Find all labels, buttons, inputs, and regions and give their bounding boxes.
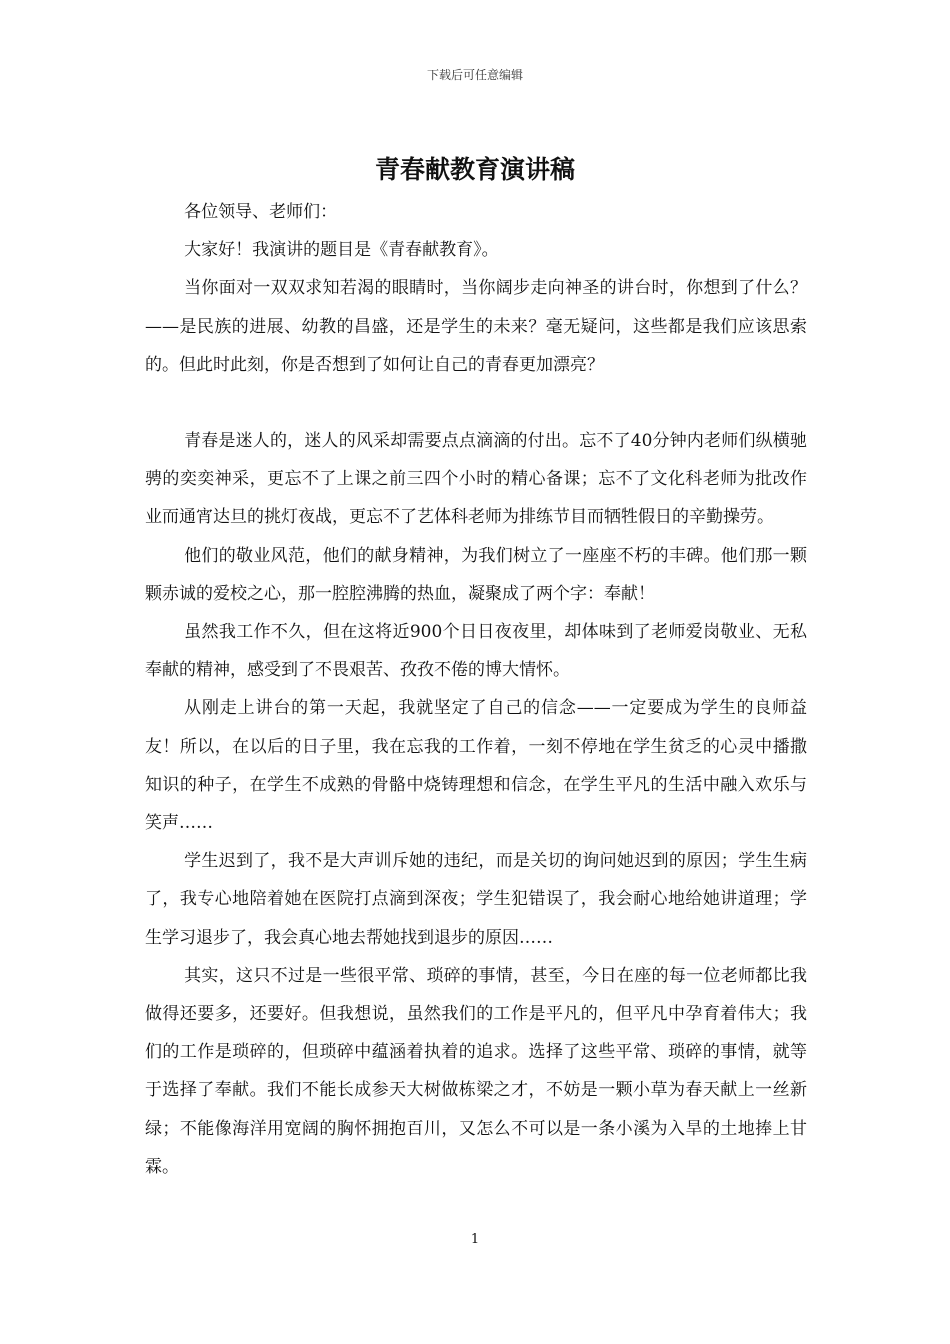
reflection-paragraph: 其实，这只不过是一些很平常、琐碎的事情，甚至，今日在座的每一位老师都比我做得还要多，还要好。但我想说，虽然我们的工作是平凡的，但平凡中孕育着伟大；我们的工作是琐碎的，但琐碎中蕴涵着执着的追求。选择了这些平常、琐碎的事情，就等于选择了奉献。我们不能长成参天大树做栋梁之才，不妨是一颗小草为春天献上一丝新绿；不能像海洋用宽阔的胸怀拥抱百川，又怎么不可以是一条小溪为入旱的土地捧上甘霖。 (145, 965, 807, 1177)
belief-paragraph: 从刚走上讲台的第一天起，我就坚定了自己的信念——一定要成为学生的良师益友！所以，在以后的日子里，我在忘我的工作着，一刻不停地在学生贫乏的心灵中播撒知识的种子，在学生不成熟的骨骼中烧铸理想和信念，在学生平凡的生活中融入欢乐与笑声…… (145, 698, 807, 834)
experience-paragraph: 虽然我工作不久，但在这将近900个日日夜夜里，却体味到了老师爱岗敬业、无私奉献的精神，感受到了不畏艰苦、孜孜不倦的博大情怀。 (145, 622, 807, 681)
salutation: 各位领导、老师们： (184, 202, 338, 222)
youth-paragraph: 青春是迷人的，迷人的风采却需要点点滴滴的付出。忘不了40分钟内老师们纵横驰骋的奕奕神采，更忘不了上课之前三四个小时的精心备课；忘不了文化科老师为批改作业而通宵达旦的挑灯夜战，更忘不了艺体科老师为排练节目而牺牲假日的辛勤操劳。 (145, 431, 807, 528)
document-title: 青春献教育演讲稿 (374, 155, 575, 184)
dedication-paragraph: 他们的敬业风范，他们的献身精神，为我们树立了一座座不朽的丰碑。他们那一颗颗赤诚的爱校之心，那一腔腔沸腾的热血，凝聚成了两个字：奉献！ (145, 545, 807, 604)
paragraph-gap (145, 384, 807, 422)
greeting-paragraph: 大家好！我演讲的题目是《青春献教育》。 (184, 240, 499, 261)
care-paragraph: 学生迟到了，我不是大声训斥她的违纪，而是关切的询问她迟到的原因；学生生病了，我专心地陪着她在医院打点滴到深夜；学生犯错误了，我会耐心地给她讲道理；学生学习退步了，我会真心地去帮她找到退步的原因…… (145, 851, 807, 948)
speech-body (145, 193, 807, 1186)
intro-paragraph: 当你面对一双双求知若渴的眼睛时，当你阔步走向神圣的讲台时，你想到了什么？——是民族的进展、幼教的昌盛，还是学生的未来？毫无疑问，这些都是我们应该思索的。但此时此刻，你是否想到了如何让自己的青春更加漂亮？ (145, 278, 807, 375)
page-number: 1 (470, 1232, 480, 1247)
header-note: 下载后可任意编辑 (426, 68, 523, 82)
